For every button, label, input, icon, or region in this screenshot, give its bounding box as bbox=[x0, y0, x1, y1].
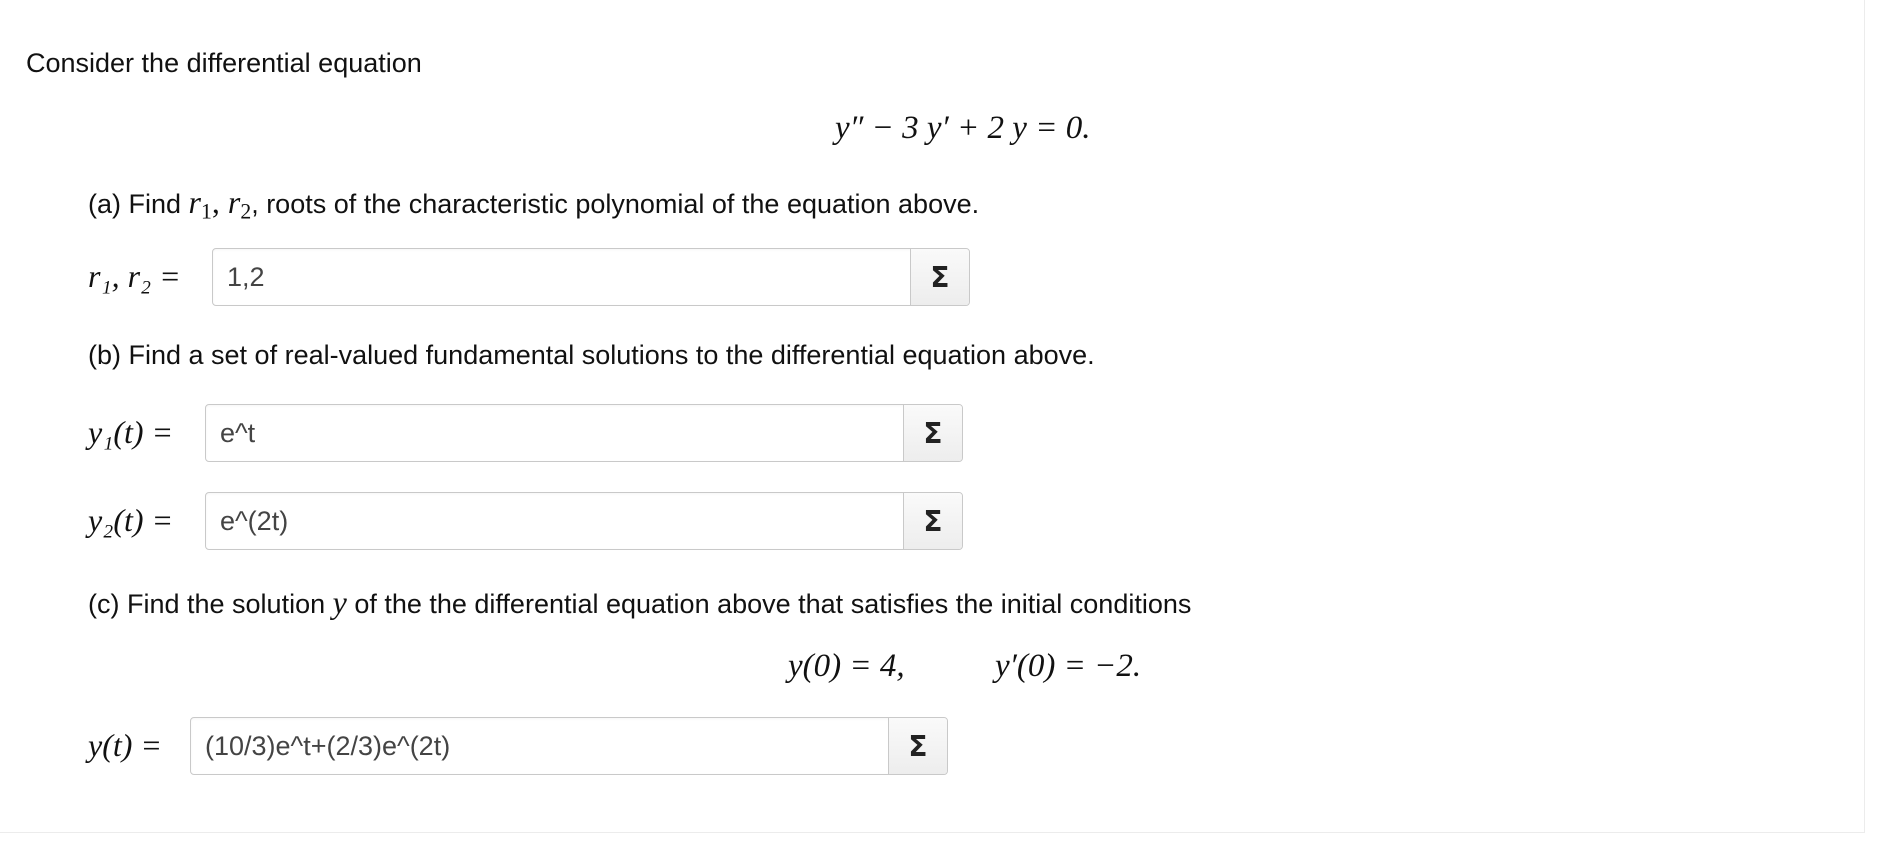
solution-input[interactable] bbox=[191, 718, 888, 774]
initial-condition-1: y(0) = 4, bbox=[788, 648, 905, 684]
initial-condition-2: y′(0) = −2. bbox=[995, 648, 1142, 684]
y2-input[interactable] bbox=[206, 493, 903, 549]
y1-label: y₁(t) = bbox=[88, 414, 174, 450]
y1-input[interactable] bbox=[206, 405, 903, 461]
roots-answer-field[interactable] bbox=[212, 248, 970, 306]
y2-answer-field[interactable] bbox=[205, 492, 963, 550]
sigma-icon[interactable]: Σ bbox=[910, 249, 969, 305]
roots-input[interactable] bbox=[213, 249, 910, 305]
roots-label: r₁, r₂ = bbox=[88, 258, 181, 294]
y1-answer-field[interactable] bbox=[205, 404, 963, 462]
ode-equation: y″ − 3 y′ + 2 y = 0. bbox=[835, 110, 1091, 146]
part-a-prompt: (a) Find $r_1$, $r_2$, roots of the characteristic polynomial of the equation above. bbox=[88, 184, 980, 224]
intro-text: Consider the differential equation bbox=[26, 48, 422, 78]
y2-label: y₂(t) = bbox=[88, 502, 174, 538]
solution-answer-field[interactable] bbox=[190, 717, 948, 775]
sigma-icon[interactable]: Σ bbox=[888, 718, 947, 774]
sigma-icon[interactable]: Σ bbox=[903, 405, 962, 461]
solution-label: y(t) = bbox=[88, 727, 162, 763]
sigma-icon[interactable]: Σ bbox=[903, 493, 962, 549]
part-b-prompt: (b) Find a set of real-valued fundamental solutions to the differential equation above. bbox=[88, 340, 1095, 370]
part-c-prompt: (c) Find the solution y of the the differential equation above that satisfies the initial conditions bbox=[88, 584, 1192, 620]
